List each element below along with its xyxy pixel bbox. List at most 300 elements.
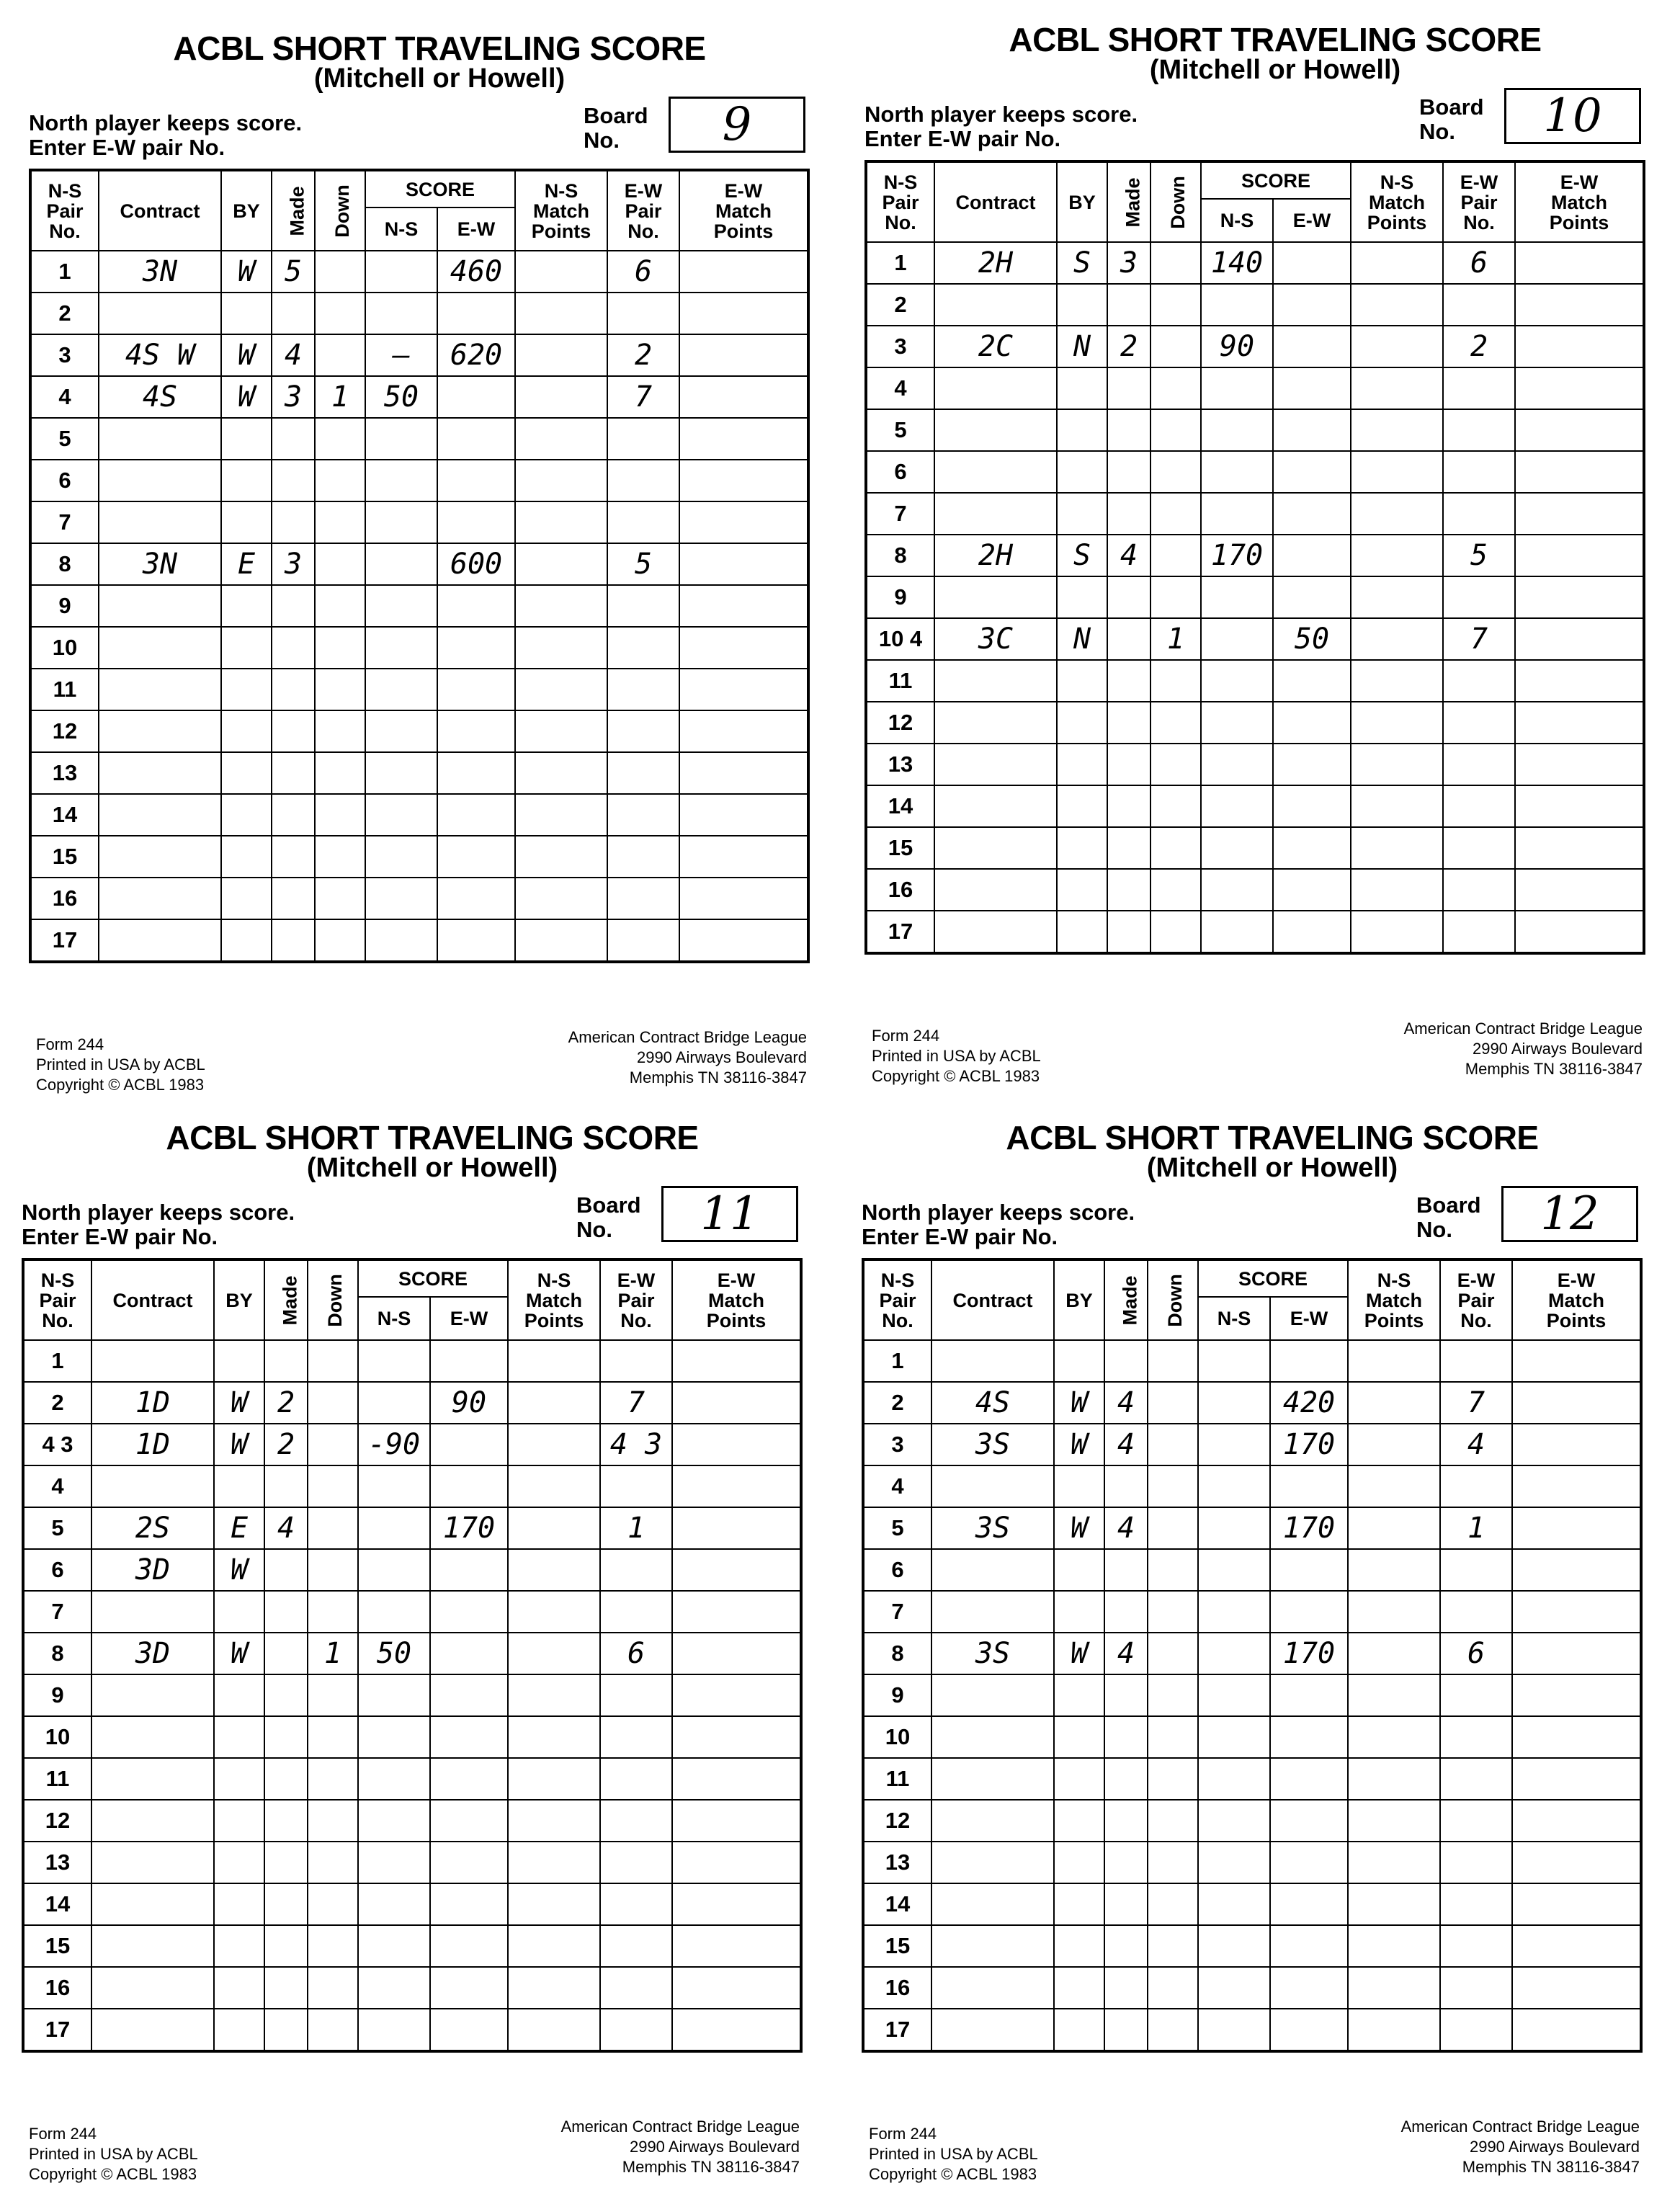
cell-contract[interactable] — [934, 451, 1057, 493]
cell-made[interactable] — [264, 1716, 308, 1758]
cell-ns-mp[interactable] — [515, 752, 607, 794]
cell-contract[interactable]: 1D — [91, 1382, 214, 1424]
cell-ns-mp[interactable] — [508, 1549, 600, 1591]
cell-down[interactable] — [1148, 1382, 1198, 1424]
cell-ns-mp[interactable] — [1351, 744, 1443, 785]
cell-made[interactable] — [1104, 1883, 1148, 1925]
cell-ew-mp[interactable] — [672, 2009, 801, 2051]
cell-ew-mp[interactable] — [1515, 284, 1644, 326]
cell-ns-mp[interactable] — [508, 1925, 600, 1967]
cell-by[interactable] — [1054, 1925, 1104, 1967]
cell-ns-mp[interactable] — [508, 1758, 600, 1800]
cell-ew-mp[interactable] — [672, 1549, 801, 1591]
cell-ew-mp[interactable] — [1515, 409, 1644, 451]
cell-ns[interactable]: -90 — [358, 1424, 430, 1465]
cell-contract[interactable]: 3D — [91, 1549, 214, 1591]
cell-ns-mp[interactable] — [508, 1967, 600, 2009]
cell-down[interactable] — [1150, 326, 1201, 367]
cell-ew-pair[interactable]: 7 — [607, 376, 679, 418]
board-number-field[interactable]: 11 — [661, 1186, 798, 1242]
cell-ew-pair[interactable] — [607, 710, 679, 752]
cell-ns[interactable]: 50 — [365, 376, 437, 418]
cell-ew[interactable] — [430, 1549, 508, 1591]
cell-ew-mp[interactable] — [1515, 242, 1644, 284]
cell-ns-mp[interactable] — [1348, 1591, 1440, 1633]
cell-contract[interactable] — [934, 284, 1057, 326]
cell-made[interactable] — [1107, 744, 1150, 785]
cell-by[interactable]: W — [1054, 1382, 1104, 1424]
cell-ew-pair[interactable] — [1443, 911, 1515, 953]
cell-ns-mp[interactable] — [1348, 1800, 1440, 1842]
cell-by[interactable]: W — [214, 1633, 264, 1674]
cell-down[interactable] — [1150, 744, 1201, 785]
cell-ns-mp[interactable] — [508, 1465, 600, 1507]
cell-ns-mp[interactable] — [1351, 493, 1443, 535]
cell-down[interactable] — [315, 251, 365, 293]
cell-ns-mp[interactable] — [1351, 785, 1443, 827]
cell-by[interactable]: W — [1054, 1633, 1104, 1674]
cell-down[interactable] — [308, 1424, 358, 1465]
cell-by[interactable] — [221, 293, 272, 334]
cell-made[interactable] — [1107, 409, 1150, 451]
cell-ew-pair[interactable]: 4 3 — [600, 1424, 672, 1465]
cell-by[interactable] — [1054, 1549, 1104, 1591]
cell-ns[interactable] — [1201, 493, 1273, 535]
cell-ew[interactable]: 170 — [1270, 1633, 1348, 1674]
cell-made[interactable]: 3 — [272, 376, 315, 418]
cell-down[interactable]: 1 — [308, 1633, 358, 1674]
cell-made[interactable] — [1107, 284, 1150, 326]
cell-made[interactable] — [1107, 493, 1150, 535]
cell-ns-mp[interactable] — [1348, 1424, 1440, 1465]
cell-ew-pair[interactable] — [1443, 660, 1515, 702]
cell-ew[interactable] — [1270, 1842, 1348, 1883]
cell-ew[interactable] — [1273, 535, 1351, 576]
cell-ew-pair[interactable] — [1440, 1549, 1512, 1591]
cell-ew[interactable] — [1273, 493, 1351, 535]
cell-ew-mp[interactable] — [1512, 1883, 1641, 1925]
cell-ew-mp[interactable] — [1515, 702, 1644, 744]
cell-contract[interactable] — [91, 1758, 214, 1800]
cell-ns[interactable] — [1201, 409, 1273, 451]
cell-ns-mp[interactable] — [1351, 284, 1443, 326]
cell-ew[interactable] — [1273, 827, 1351, 869]
cell-by[interactable] — [1054, 1591, 1104, 1633]
cell-ew[interactable] — [437, 794, 515, 836]
cell-by[interactable] — [221, 418, 272, 460]
cell-made[interactable] — [1104, 2009, 1148, 2051]
cell-ew-pair[interactable] — [1443, 493, 1515, 535]
cell-ew[interactable] — [437, 752, 515, 794]
cell-ew-pair[interactable] — [607, 501, 679, 543]
cell-by[interactable] — [1054, 1967, 1104, 2009]
cell-by[interactable] — [1057, 744, 1107, 785]
cell-ew-mp[interactable] — [672, 1591, 801, 1633]
cell-by[interactable] — [1054, 1800, 1104, 1842]
cell-ns-mp[interactable] — [508, 1424, 600, 1465]
cell-ew[interactable]: 620 — [437, 334, 515, 376]
cell-ew-mp[interactable] — [1512, 1424, 1641, 1465]
cell-contract[interactable] — [99, 585, 221, 627]
cell-ew-pair[interactable] — [1443, 869, 1515, 911]
cell-down[interactable] — [315, 543, 365, 585]
cell-down[interactable] — [308, 1800, 358, 1842]
cell-ew-pair[interactable] — [1443, 827, 1515, 869]
cell-contract[interactable] — [931, 2009, 1054, 2051]
cell-down[interactable] — [1150, 660, 1201, 702]
cell-down[interactable] — [315, 585, 365, 627]
cell-contract[interactable] — [934, 827, 1057, 869]
cell-ns-mp[interactable] — [1348, 1382, 1440, 1424]
cell-contract[interactable] — [931, 1591, 1054, 1633]
cell-contract[interactable] — [934, 493, 1057, 535]
cell-ew[interactable] — [430, 1883, 508, 1925]
cell-ns[interactable] — [358, 1549, 430, 1591]
cell-down[interactable] — [315, 418, 365, 460]
cell-by[interactable] — [221, 752, 272, 794]
cell-made[interactable]: 4 — [1107, 535, 1150, 576]
cell-contract[interactable] — [931, 1800, 1054, 1842]
cell-ew-mp[interactable] — [679, 376, 808, 418]
cell-ns-mp[interactable] — [508, 1633, 600, 1674]
cell-by[interactable] — [1054, 2009, 1104, 2051]
cell-by[interactable]: E — [214, 1507, 264, 1549]
cell-ew-pair[interactable] — [1440, 1842, 1512, 1883]
cell-ew-pair[interactable]: 6 — [1443, 242, 1515, 284]
cell-by[interactable]: W — [1054, 1424, 1104, 1465]
cell-ew[interactable] — [1273, 242, 1351, 284]
cell-ew-mp[interactable] — [1512, 1465, 1641, 1507]
cell-contract[interactable] — [99, 710, 221, 752]
cell-ns-mp[interactable] — [515, 919, 607, 962]
cell-made[interactable]: 4 — [1104, 1382, 1148, 1424]
cell-made[interactable] — [272, 669, 315, 710]
cell-ns[interactable] — [1198, 1925, 1270, 1967]
cell-down[interactable] — [315, 836, 365, 878]
cell-contract[interactable] — [91, 1674, 214, 1716]
cell-ew-pair[interactable] — [607, 669, 679, 710]
cell-ns[interactable] — [365, 418, 437, 460]
cell-made[interactable] — [272, 418, 315, 460]
cell-ew[interactable] — [1270, 2009, 1348, 2051]
cell-down[interactable] — [1148, 1591, 1198, 1633]
cell-ns-mp[interactable] — [1348, 1758, 1440, 1800]
cell-ns[interactable] — [358, 1591, 430, 1633]
cell-ns-mp[interactable] — [515, 585, 607, 627]
cell-down[interactable] — [1150, 451, 1201, 493]
cell-down[interactable] — [1150, 367, 1201, 409]
cell-contract[interactable] — [91, 1716, 214, 1758]
cell-by[interactable] — [221, 836, 272, 878]
cell-ew-pair[interactable] — [1440, 1800, 1512, 1842]
cell-ns[interactable] — [1198, 1591, 1270, 1633]
cell-ew[interactable] — [1270, 1800, 1348, 1842]
cell-down[interactable] — [1148, 1465, 1198, 1507]
cell-ns[interactable] — [358, 1842, 430, 1883]
cell-by[interactable] — [1057, 493, 1107, 535]
cell-ew[interactable] — [1270, 1758, 1348, 1800]
cell-ew[interactable] — [437, 460, 515, 501]
cell-made[interactable] — [1104, 1925, 1148, 1967]
cell-ns-mp[interactable] — [515, 669, 607, 710]
cell-ns[interactable] — [365, 710, 437, 752]
cell-made[interactable] — [1104, 1549, 1148, 1591]
cell-down[interactable] — [1148, 1674, 1198, 1716]
cell-ns[interactable] — [358, 1465, 430, 1507]
cell-made[interactable] — [272, 878, 315, 919]
cell-by[interactable] — [1054, 1883, 1104, 1925]
cell-ns[interactable] — [365, 501, 437, 543]
cell-contract[interactable] — [91, 1883, 214, 1925]
cell-ns-mp[interactable] — [515, 418, 607, 460]
cell-ns[interactable] — [358, 1758, 430, 1800]
cell-by[interactable] — [221, 585, 272, 627]
cell-ew-pair[interactable] — [607, 418, 679, 460]
cell-ns-mp[interactable] — [508, 1507, 600, 1549]
cell-ew[interactable] — [437, 627, 515, 669]
cell-down[interactable] — [315, 334, 365, 376]
cell-ns[interactable] — [1198, 1382, 1270, 1424]
cell-ns-mp[interactable] — [515, 251, 607, 293]
cell-ew-mp[interactable] — [672, 1507, 801, 1549]
cell-made[interactable] — [272, 794, 315, 836]
cell-contract[interactable] — [934, 576, 1057, 618]
cell-ew-mp[interactable] — [672, 1382, 801, 1424]
cell-contract[interactable] — [931, 1465, 1054, 1507]
cell-down[interactable] — [308, 1967, 358, 2009]
cell-contract[interactable] — [931, 1925, 1054, 1967]
cell-ns[interactable] — [365, 794, 437, 836]
cell-contract[interactable]: 4S — [931, 1382, 1054, 1424]
cell-down[interactable]: 1 — [1150, 618, 1201, 660]
cell-contract[interactable]: 3S — [931, 1633, 1054, 1674]
cell-ew[interactable]: 90 — [430, 1382, 508, 1424]
cell-ns-mp[interactable] — [1351, 242, 1443, 284]
cell-ew-mp[interactable] — [1512, 1340, 1641, 1382]
cell-made[interactable] — [1104, 1591, 1148, 1633]
cell-ew-mp[interactable] — [672, 1883, 801, 1925]
cell-ew[interactable] — [1270, 1883, 1348, 1925]
cell-down[interactable] — [1150, 785, 1201, 827]
cell-down[interactable] — [315, 794, 365, 836]
cell-made[interactable] — [1104, 1842, 1148, 1883]
cell-down[interactable] — [1150, 493, 1201, 535]
cell-ns[interactable] — [1198, 1800, 1270, 1842]
cell-ew[interactable] — [430, 1591, 508, 1633]
cell-ew-pair[interactable] — [600, 1800, 672, 1842]
cell-ns[interactable] — [358, 1716, 430, 1758]
cell-down[interactable] — [315, 293, 365, 334]
cell-made[interactable]: 2 — [264, 1424, 308, 1465]
cell-made[interactable] — [272, 627, 315, 669]
cell-down[interactable] — [1150, 409, 1201, 451]
cell-by[interactable] — [1057, 284, 1107, 326]
cell-ew-pair[interactable]: 5 — [607, 543, 679, 585]
cell-ew-mp[interactable] — [1512, 1758, 1641, 1800]
cell-ew-pair[interactable]: 5 — [1443, 535, 1515, 576]
cell-ew[interactable]: 170 — [430, 1507, 508, 1549]
cell-down[interactable] — [1148, 1633, 1198, 1674]
cell-ew-mp[interactable] — [679, 794, 808, 836]
cell-ns[interactable] — [365, 836, 437, 878]
cell-ns-mp[interactable] — [1348, 1549, 1440, 1591]
cell-ew[interactable] — [437, 418, 515, 460]
cell-by[interactable] — [1054, 1758, 1104, 1800]
cell-contract[interactable]: 3D — [91, 1633, 214, 1674]
cell-ns-mp[interactable] — [1348, 1842, 1440, 1883]
cell-ns[interactable] — [1198, 1842, 1270, 1883]
cell-ns[interactable] — [1198, 1633, 1270, 1674]
cell-ew[interactable] — [1270, 1967, 1348, 2009]
cell-ew-mp[interactable] — [679, 836, 808, 878]
cell-ew-pair[interactable] — [1443, 451, 1515, 493]
cell-ew-mp[interactable] — [679, 251, 808, 293]
cell-ew[interactable] — [430, 1967, 508, 2009]
cell-by[interactable]: W — [1054, 1507, 1104, 1549]
cell-contract[interactable]: 2S — [91, 1507, 214, 1549]
cell-ns[interactable] — [1198, 1674, 1270, 1716]
cell-contract[interactable] — [934, 367, 1057, 409]
cell-made[interactable] — [1104, 1758, 1148, 1800]
cell-contract[interactable] — [91, 1800, 214, 1842]
cell-down[interactable] — [308, 1883, 358, 1925]
cell-made[interactable] — [1104, 1967, 1148, 2009]
cell-ns-mp[interactable] — [508, 1674, 600, 1716]
cell-ew-mp[interactable] — [1512, 1925, 1641, 1967]
cell-ew-pair[interactable]: 1 — [600, 1507, 672, 1549]
cell-contract[interactable]: 4S W — [99, 334, 221, 376]
cell-down[interactable] — [308, 1674, 358, 1716]
cell-ew[interactable]: 420 — [1270, 1382, 1348, 1424]
cell-ns[interactable] — [1198, 1340, 1270, 1382]
cell-contract[interactable] — [99, 669, 221, 710]
cell-ew-pair[interactable] — [1443, 409, 1515, 451]
cell-ew-pair[interactable] — [1440, 1883, 1512, 1925]
cell-ew-pair[interactable]: 1 — [1440, 1507, 1512, 1549]
cell-ns-mp[interactable] — [1351, 911, 1443, 953]
cell-ew[interactable] — [437, 585, 515, 627]
cell-made[interactable] — [264, 1633, 308, 1674]
cell-ns[interactable] — [1198, 1424, 1270, 1465]
cell-made[interactable]: 4 — [1104, 1633, 1148, 1674]
cell-ns-mp[interactable] — [1348, 1633, 1440, 1674]
cell-down[interactable] — [315, 710, 365, 752]
cell-ns[interactable] — [1198, 1549, 1270, 1591]
cell-by[interactable]: W — [214, 1382, 264, 1424]
cell-ns[interactable] — [1201, 451, 1273, 493]
cell-made[interactable] — [264, 2009, 308, 2051]
cell-ew[interactable] — [430, 1465, 508, 1507]
cell-ns-mp[interactable] — [1348, 1883, 1440, 1925]
cell-ew-mp[interactable] — [679, 334, 808, 376]
cell-ew-pair[interactable]: 7 — [600, 1382, 672, 1424]
cell-down[interactable] — [308, 1842, 358, 1883]
cell-down[interactable] — [308, 1507, 358, 1549]
cell-contract[interactable] — [934, 702, 1057, 744]
cell-ns-mp[interactable] — [1351, 326, 1443, 367]
cell-ew[interactable]: 460 — [437, 251, 515, 293]
cell-ns[interactable] — [365, 627, 437, 669]
cell-made[interactable] — [1104, 1800, 1148, 1842]
cell-down[interactable] — [1150, 869, 1201, 911]
cell-ns[interactable] — [365, 919, 437, 962]
cell-by[interactable] — [214, 1340, 264, 1382]
cell-ew-mp[interactable] — [1512, 1800, 1641, 1842]
cell-contract[interactable] — [99, 627, 221, 669]
cell-ew[interactable] — [430, 1716, 508, 1758]
cell-ns-mp[interactable] — [1351, 409, 1443, 451]
cell-by[interactable] — [1057, 660, 1107, 702]
cell-ew-pair[interactable] — [1443, 576, 1515, 618]
cell-ew-mp[interactable] — [679, 878, 808, 919]
cell-ew-mp[interactable] — [1515, 535, 1644, 576]
cell-made[interactable] — [1107, 702, 1150, 744]
cell-made[interactable] — [272, 836, 315, 878]
cell-by[interactable] — [214, 1925, 264, 1967]
cell-ns[interactable] — [1201, 576, 1273, 618]
cell-contract[interactable] — [934, 744, 1057, 785]
cell-ew-pair[interactable]: 7 — [1440, 1382, 1512, 1424]
cell-ns[interactable] — [358, 1800, 430, 1842]
cell-ew[interactable] — [1270, 1549, 1348, 1591]
cell-ew-pair[interactable]: 7 — [1443, 618, 1515, 660]
cell-ew[interactable] — [1273, 576, 1351, 618]
cell-ew[interactable] — [437, 501, 515, 543]
cell-ns-mp[interactable] — [508, 1340, 600, 1382]
cell-ew-pair[interactable]: 6 — [1440, 1633, 1512, 1674]
cell-ew-mp[interactable] — [672, 1716, 801, 1758]
cell-ns[interactable] — [1198, 1758, 1270, 1800]
cell-ns-mp[interactable] — [515, 501, 607, 543]
cell-ew-mp[interactable] — [1512, 1382, 1641, 1424]
cell-by[interactable] — [214, 1842, 264, 1883]
cell-contract[interactable] — [934, 869, 1057, 911]
cell-ew[interactable] — [1270, 1340, 1348, 1382]
cell-down[interactable] — [1148, 1758, 1198, 1800]
cell-ns-mp[interactable] — [515, 836, 607, 878]
cell-ew[interactable] — [430, 1925, 508, 1967]
cell-ns[interactable] — [365, 752, 437, 794]
cell-made[interactable] — [272, 460, 315, 501]
cell-ew[interactable] — [1273, 660, 1351, 702]
cell-by[interactable]: W — [221, 334, 272, 376]
cell-ew-pair[interactable] — [607, 752, 679, 794]
cell-ns-mp[interactable] — [515, 293, 607, 334]
cell-ns[interactable] — [1198, 1465, 1270, 1507]
cell-by[interactable] — [1057, 576, 1107, 618]
cell-down[interactable] — [315, 878, 365, 919]
cell-contract[interactable] — [91, 1340, 214, 1382]
cell-ew[interactable]: 600 — [437, 543, 515, 585]
cell-contract[interactable] — [931, 1340, 1054, 1382]
cell-ns-mp[interactable] — [508, 1842, 600, 1883]
cell-down[interactable] — [1148, 1549, 1198, 1591]
cell-ew[interactable] — [1270, 1716, 1348, 1758]
cell-ns-mp[interactable] — [1351, 660, 1443, 702]
cell-ew-pair[interactable] — [607, 460, 679, 501]
cell-ew-mp[interactable] — [1512, 1967, 1641, 2009]
cell-by[interactable] — [221, 919, 272, 962]
cell-by[interactable]: N — [1057, 618, 1107, 660]
cell-down[interactable] — [308, 1465, 358, 1507]
cell-by[interactable] — [1057, 451, 1107, 493]
cell-down[interactable] — [308, 1716, 358, 1758]
cell-contract[interactable] — [99, 293, 221, 334]
cell-down[interactable] — [308, 1758, 358, 1800]
cell-ns[interactable] — [1198, 1507, 1270, 1549]
cell-down[interactable] — [1148, 1883, 1198, 1925]
cell-made[interactable] — [1107, 911, 1150, 953]
